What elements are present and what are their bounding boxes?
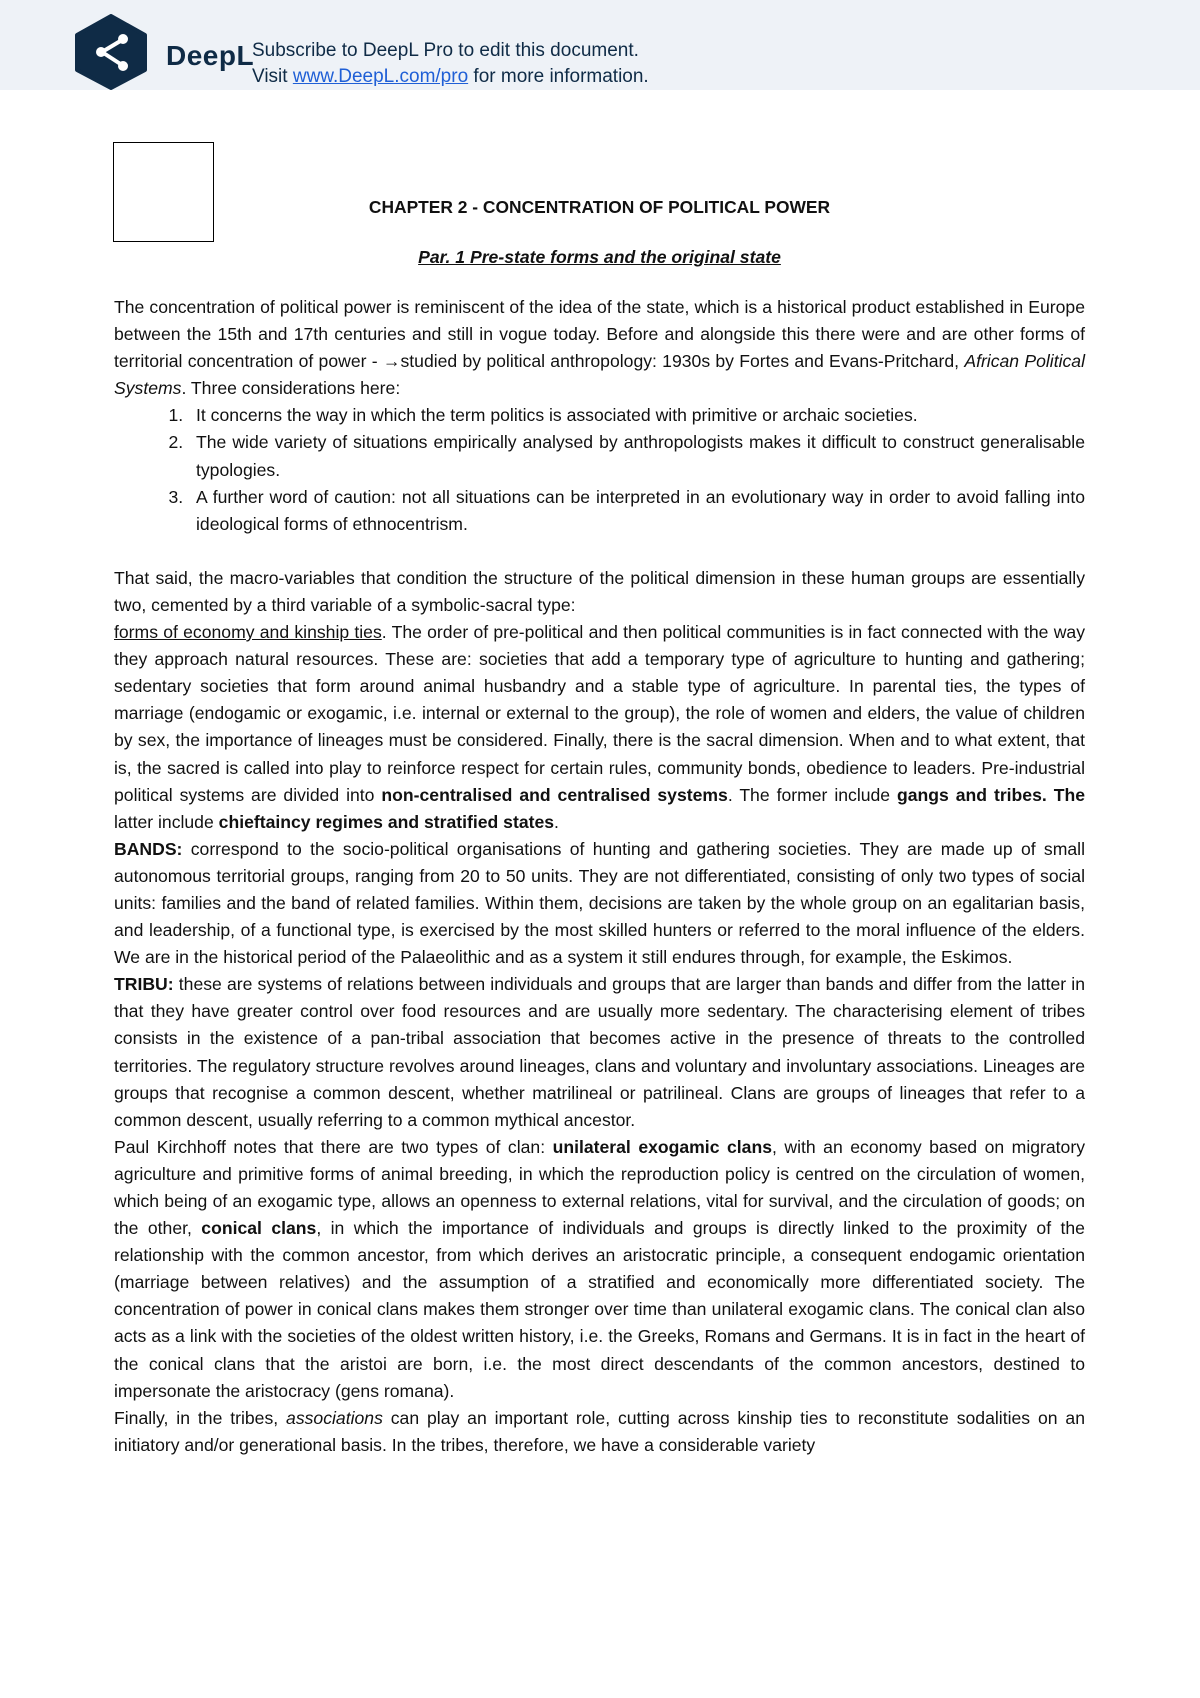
list-item: 3. A further word of caution: not all situations can be interpreted in an evolutionary way in order to avoid falling into ideological forms of ethnocentrism. — [188, 484, 1085, 538]
list-item: 2. The wide variety of situations empirically analysed by anthropologists makes it difficult to construct generalisable typologies. — [188, 429, 1085, 483]
intro-text-2: studied by political anthropology: 1930s by Fortes and Evans-Pritchard, — [400, 351, 965, 372]
banner-line-2 — [252, 64, 649, 90]
document-body — [114, 196, 1085, 1459]
macro-paragraph: That said, the macro-variables that condition the structure of the political dimension in these human groups are essentially two, cemented by a third variable of a symbolic-sacral type: — [114, 567, 1085, 615]
paragraph-gap — [114, 538, 1085, 565]
forms-text-1: . The order of pre-political and then political communities is in fact connected with the way they approach natural resources. These are: societies that add a temporary type of agriculture to hunting and gathering; sedentary societies that form around animal husbandry and a stable type of agriculture. In parental ties, the types of marriage (endogamic or exogamic, i.e. internal or external to the group), the role of women and elders, the value of children by sex, the importance of lineages must be considered. Finally, there is the sacral dimension. When and to what extent, that is, the sacred is called into play to reinforce respect for certain rules, community bonds, obedience to leaders. Pre-industrial political systems are divided into — [114, 622, 1085, 805]
section-title: Par. 1 Pre-state forms and the original state — [418, 247, 781, 267]
considerations-list — [114, 402, 1085, 537]
bands-label: BANDS: — [114, 838, 183, 859]
forms-bold-3: chieftaincy regimes and stratified states — [218, 811, 555, 832]
finally-italic: associations — [286, 1407, 383, 1428]
banner-line-1: Subscribe to DeepL Pro to edit this document. — [252, 40, 639, 61]
bands-text: correspond to the socio-political organisations of hunting and gathering societies. They are made up of small autonomous territorial groups, ranging from 20 to 50 units. They are not differentiated, consisting of only two types of social units: families and the band of related families. Within them, decisions are taken by the whole group on an egalitarian basis, and leadership, of a functional type, is exercised by the most skilled hunters or referred to the moral influence of the elders. We are in the historical period of the Palaeolithic and as a system it still endures through, for example, the Eskimos. — [114, 838, 1085, 968]
forms-bold-2: gangs and tribes. The — [897, 784, 1085, 805]
kirchhoff-text-2: , with an economy based on migratory agriculture and primitive forms of animal breeding, in which the reproduction policy is centred on the circulation of women, which being of an exogamic type, allows an openness to external relations, vital for survival, and the circulation of goods; on the other, — [114, 1136, 1085, 1239]
bands-paragraph — [114, 836, 1085, 971]
forms-bold-1: non-centralised and centralised systems — [381, 784, 728, 805]
list-item: 1. It concerns the way in which the term politics is associated with primitive or archaic societies. — [188, 402, 1085, 429]
banner-visit-text: Visit — [252, 66, 293, 87]
intro-text-3: . Three considerations here: — [181, 378, 401, 399]
book-title: African Political Systems — [114, 351, 1085, 399]
kirchhoff-text-3: , in which the importance of individuals and groups is directly linked to the proximity of the relationship with the common ancestor, from which derives an aristocratic principle, a consequent endogamic orientation (marriage between relatives) and the assumption of a stratified and economically more differentiated society. The concentration of power in conical clans makes them stronger over time than unilateral exogamic clans. The conical clan also acts as a link with the societies of the oldest written history, i.e. the Greeks, Romans and Germans. It is in fact in the heart of the conical clans that the aristoi are born, i.e. the most direct descendants of the common ancestors, destined to impersonate the aristocracy (gens romana). — [114, 1218, 1085, 1401]
tribu-label: TRIBU: — [114, 974, 174, 995]
finally-paragraph — [114, 1405, 1085, 1459]
kirchhoff-bold-1: unilateral exogamic clans — [552, 1136, 772, 1157]
kirchhoff-text-1: Paul Kirchhoff notes that there are two types of clan: — [114, 1136, 553, 1157]
finally-text-1: Finally, in the tribes, — [114, 1407, 287, 1428]
forms-text-2: . The former include — [727, 784, 898, 805]
banner-info-text: for more information. — [468, 66, 649, 87]
deepl-logo-icon — [72, 14, 150, 90]
forms-text-3: latter include — [114, 811, 219, 832]
forms-text-4: . — [554, 811, 559, 832]
chapter-title: CHAPTER 2 - CONCENTRATION OF POLITICAL POWER — [368, 197, 831, 217]
deepl-pro-link[interactable]: www.DeepL.com/pro — [292, 66, 469, 87]
tribu-paragraph — [114, 971, 1085, 1134]
arrow-icon: → — [382, 351, 401, 372]
forms-underlined: forms of economy and kinship ties — [114, 622, 382, 643]
intro-text-1: The concentration of political power is reminiscent of the idea of the state, which is a historical product established in Europe between the 15th and 17th centuries and still in vogue today. Before and alongside this there were and are other forms of territorial concentration of power - — [114, 297, 1085, 372]
brand-name: DeepL — [166, 40, 255, 71]
finally-text-2: can play an important role, cutting across kinship ties to reconstitute sodalities on an initiatory and/or generational basis. In the tribes, therefore, we have a considerable variety — [114, 1407, 1085, 1455]
forms-paragraph — [114, 619, 1085, 836]
kirchhoff-paragraph — [114, 1134, 1085, 1405]
deepl-banner — [0, 0, 1200, 90]
intro-paragraph — [114, 294, 1085, 402]
kirchhoff-bold-2: conical clans — [201, 1218, 317, 1239]
tribu-text: these are systems of relations between individuals and groups that are larger than bands and differ from the latter in that they have greater control over food resources and are usually more sedentary. The characterising element of tribes consists in the existence of a pan-tribal association that becomes active in the presence of threats to the controlled territories. The regulatory structure revolves around lineages, clans and voluntary and involuntary associations. Lineages are groups that recognise a common descent, whether matrilineal or patrilineal. Clans are groups of lineages that refer to a common descent, usually referring to a common mythical ancestor. — [114, 974, 1085, 1130]
banner-message — [252, 38, 649, 90]
